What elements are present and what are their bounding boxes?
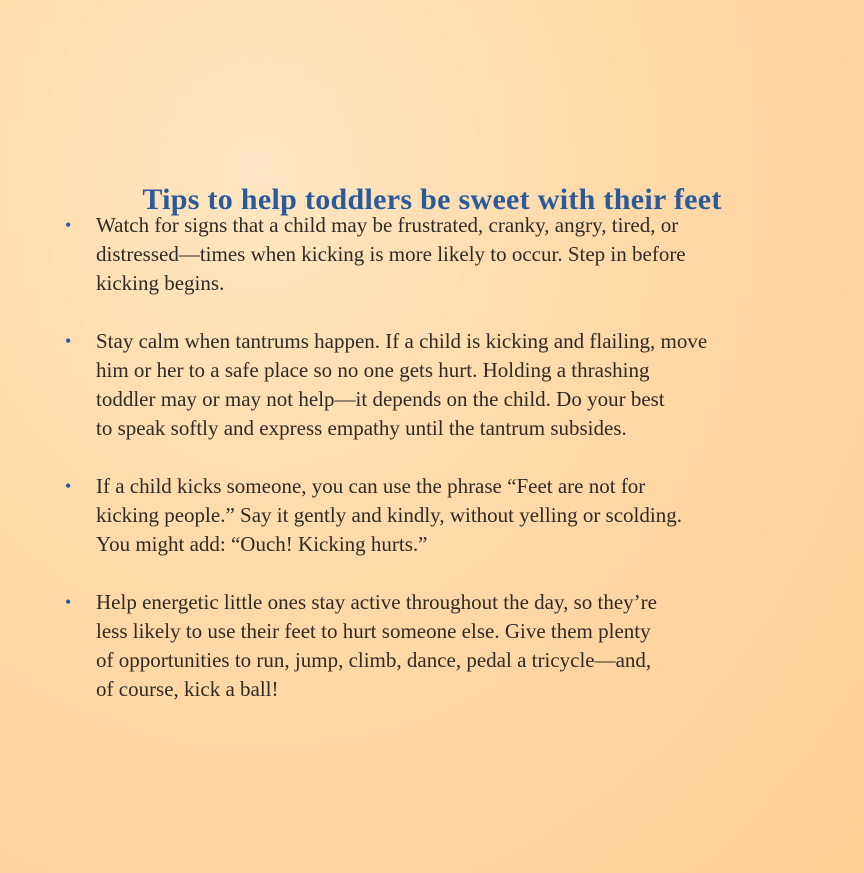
tip-line: toddler may or may not help—it depends on the child. Do your best <box>96 387 665 411</box>
bullet-icon: • <box>65 331 72 351</box>
tip-line: If a child kicks someone, you can use the phrase “Feet are not for <box>96 474 646 498</box>
tip-line: him or her to a safe place so no one gets hurt. Holding a thrashing <box>96 358 650 382</box>
bullet-icon: • <box>65 592 72 612</box>
tips-list <box>65 211 796 733</box>
page-title: Tips to help toddlers be sweet with their feet <box>142 183 722 217</box>
tip-line: Help energetic little ones stay active throughout the day, so they’re <box>96 590 657 614</box>
tip-line: Watch for signs that a child may be frustrated, cranky, angry, tired, or <box>96 213 679 237</box>
bullet-icon: • <box>65 215 72 235</box>
tip-line: kicking people.” Say it gently and kindly, without yelling or scolding. <box>96 503 682 527</box>
tip-line: of opportunities to run, jump, climb, dance, pedal a tricycle—and, <box>96 648 652 672</box>
tip-item <box>65 211 796 298</box>
tip-line: to speak softly and express empathy until the tantrum subsides. <box>96 416 627 440</box>
tip-line: less likely to use their feet to hurt someone else. Give them plenty <box>96 619 651 643</box>
tip-item <box>65 327 796 443</box>
tip-line: of course, kick a ball! <box>96 677 279 701</box>
tip-item <box>65 588 796 704</box>
tip-line: kicking begins. <box>96 271 225 295</box>
tip-line: You might add: “Ouch! Kicking hurts.” <box>96 532 428 556</box>
tip-item <box>65 472 796 559</box>
tip-line: Stay calm when tantrums happen. If a child is kicking and flailing, move <box>96 329 708 353</box>
tip-line: distressed—times when kicking is more likely to occur. Step in before <box>96 242 686 266</box>
bullet-icon: • <box>65 476 72 496</box>
